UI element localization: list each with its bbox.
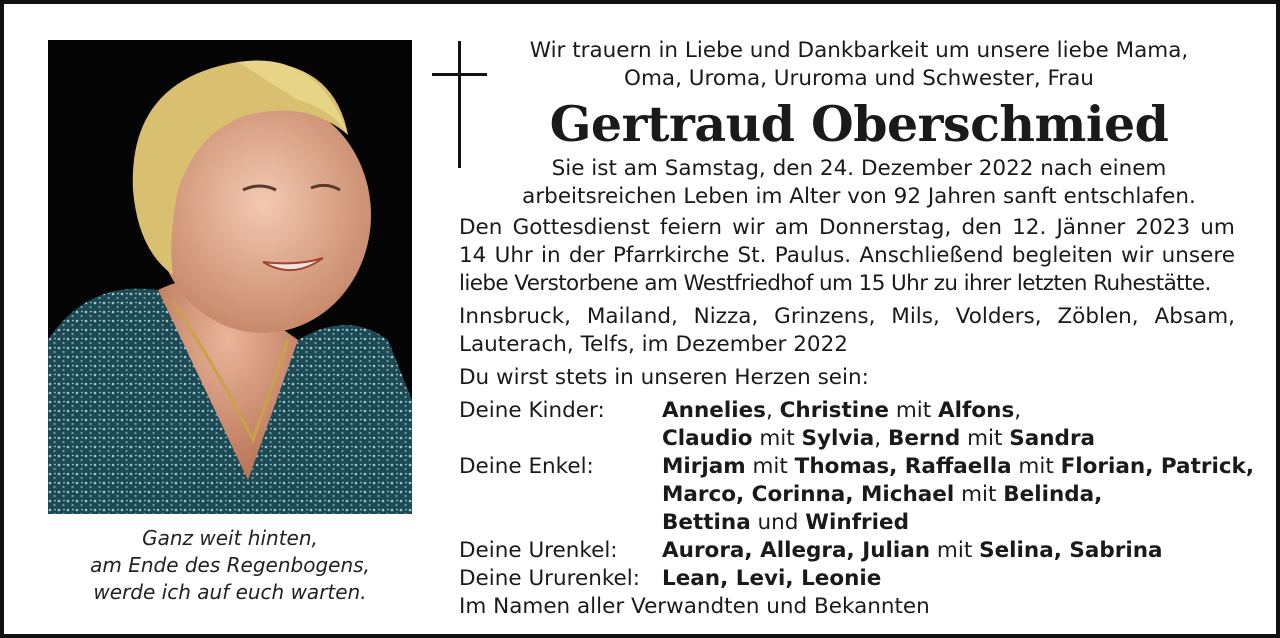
family-label: Deine Urenkel: bbox=[459, 538, 618, 563]
family-row-ururenkel bbox=[459, 565, 1235, 593]
notice-body bbox=[459, 214, 1255, 621]
service-line: liebe Verstorbene am Westfriedhof um 15 Uhr zu ihrer letzten Ruhestätte. bbox=[459, 271, 1211, 296]
service-line: Den Gottesdienst feiern wir am Donnerstag, den 12. Jänner 2023 um bbox=[459, 215, 1235, 240]
family-names: Lean, Levi, Leonie bbox=[662, 566, 882, 591]
death-notice-line: arbeitsreichen Leben im Alter von 92 Jahren sanft entschlafen. bbox=[522, 184, 1196, 209]
family-names: Mirjam mit Thomas, Raffaella mit Florian, Patrick, bbox=[662, 454, 1255, 479]
family-names: Annelies, Christine mit Alfons, bbox=[662, 398, 1022, 423]
family-row-urenkel bbox=[459, 537, 1235, 565]
quote-text bbox=[48, 525, 412, 606]
portrait-photo bbox=[48, 40, 412, 514]
quote-line: Ganz weit hinten, bbox=[142, 526, 318, 550]
family-label: Deine Ururenkel: bbox=[459, 566, 640, 591]
family-label: Deine Kinder: bbox=[459, 398, 605, 423]
deceased-name: Gertraud Oberschmied bbox=[549, 95, 1169, 153]
places-line: Innsbruck, Mailand, Nizza, Grinzens, Mils, Volders, Zöblen, Absam, bbox=[459, 304, 1235, 329]
family-row-kinder bbox=[459, 425, 1235, 453]
quote-line: am Ende des Regenbogens, bbox=[90, 553, 370, 577]
motto-line: Du wirst stets in unseren Herzen sein: bbox=[459, 365, 869, 390]
family-row-enkel bbox=[459, 453, 1255, 481]
quote-line: werde ich auf euch warten. bbox=[93, 580, 367, 604]
service-line: 14 Uhr in der Pfarrkirche St. Paulus. Anschließend begleiten wir unsere bbox=[459, 243, 1235, 268]
family-names: Aurora, Allegra, Julian mit Selina, Sabrina bbox=[662, 538, 1163, 563]
family-row-kinder bbox=[459, 397, 1235, 425]
closing-line: Im Namen aller Verwandten und Bekannten bbox=[459, 594, 930, 619]
notice-header bbox=[474, 37, 1244, 211]
family-names: Claudio mit Sylvia, Bernd mit Sandra bbox=[662, 426, 1096, 451]
intro-line: Oma, Uroma, Ururoma und Schwester, Frau bbox=[624, 66, 1094, 91]
family-names: Bettina und Winfried bbox=[662, 510, 909, 535]
intro-line: Wir trauern in Liebe und Dankbarkeit um unsere liebe Mama, bbox=[529, 38, 1189, 63]
family-names: Marco, Corinna, Michael mit Belinda, bbox=[662, 482, 1103, 507]
death-notice-line: Sie ist am Samstag, den 24. Dezember 2022 nach einem bbox=[551, 156, 1167, 181]
family-label: Deine Enkel: bbox=[459, 454, 594, 479]
places-line: Lauterach, Telfs, im Dezember 2022 bbox=[459, 332, 848, 357]
family-row-enkel bbox=[459, 509, 1235, 537]
family-row-enkel bbox=[459, 481, 1235, 509]
